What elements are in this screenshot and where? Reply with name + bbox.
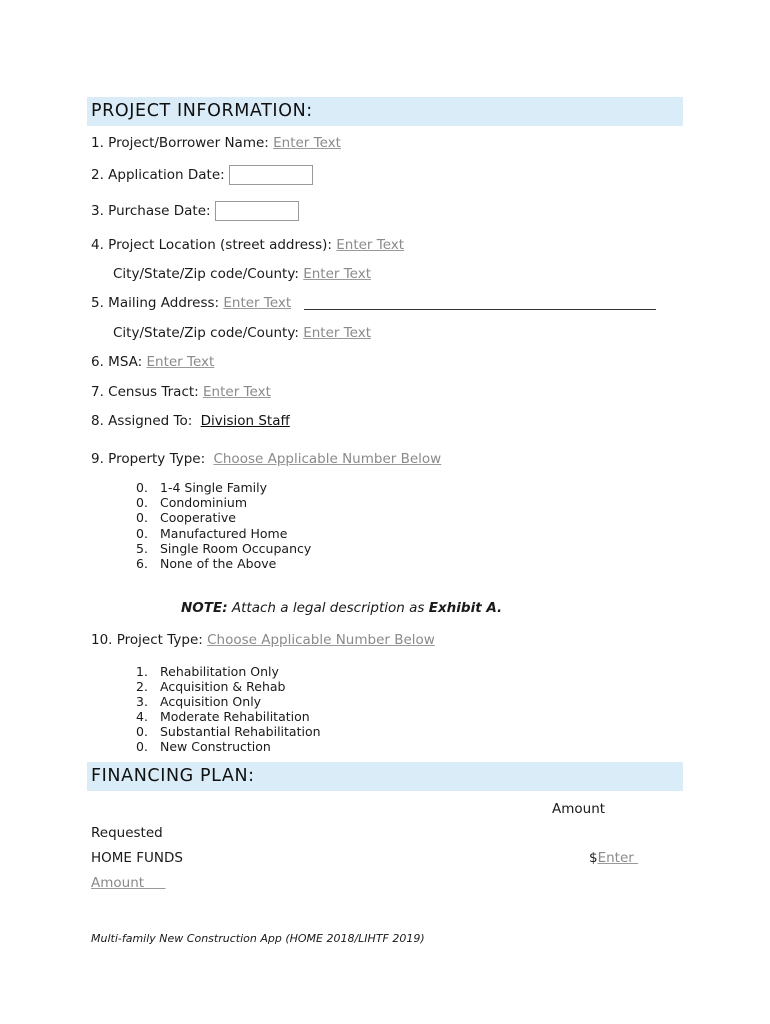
section-title: PROJECT INFORMATION: <box>91 101 313 121</box>
census-tract-row <box>91 384 271 400</box>
property-type-dropdown[interactable]: Choose Applicable Number Below <box>213 451 442 467</box>
project-name-field[interactable]: Enter Text <box>273 135 341 151</box>
home-funds-amount-continued <box>91 875 166 891</box>
msa-field[interactable]: Enter Text <box>146 354 215 370</box>
list-item: 0. Substantial Rehabilitation <box>136 724 321 740</box>
home-funds-amount-field[interactable]: Enter <box>597 850 639 866</box>
project-name-label: 1. Project/Borrower Name: <box>91 135 269 151</box>
application-date-label: 2. Application Date: <box>91 167 225 183</box>
list-item: 5. Single Room Occupancy <box>136 540 312 556</box>
mailing-address-label: 5. Mailing Address: <box>91 295 220 311</box>
mailing-address-row <box>91 295 291 311</box>
list-item: 3. Acquisition Only <box>136 694 262 710</box>
home-funds-amount-row <box>589 850 638 866</box>
mailing-address-underline <box>304 309 656 310</box>
project-name-row <box>91 135 341 151</box>
census-tract-label: 7. Census Tract: <box>91 384 199 400</box>
list-item: 0. New Construction <box>136 739 271 755</box>
project-city-field[interactable]: Enter Text <box>303 266 372 282</box>
project-type-dropdown[interactable]: Choose Applicable Number Below <box>207 632 435 648</box>
project-type-list <box>136 664 321 755</box>
list-item: 0. Cooperative <box>136 510 236 526</box>
list-item: 0. 1-4 Single Family <box>136 480 268 495</box>
list-item: 0. Manufactured Home <box>136 525 288 541</box>
list-item: 0. Condominium <box>136 495 248 511</box>
project-information-header <box>87 97 683 126</box>
home-funds-amount-field-continued[interactable]: Amount <box>91 875 166 891</box>
assigned-to-field[interactable]: Division Staff <box>200 413 290 429</box>
financing-plan-header <box>87 762 683 791</box>
list-item: 4. Moderate Rehabilitation <box>136 709 310 725</box>
assigned-to-label: 8. Assigned To: <box>91 413 193 429</box>
mailing-city-field[interactable]: Enter Text <box>303 325 372 341</box>
property-type-label: 9. Property Type: <box>91 451 206 467</box>
property-type-list <box>136 480 311 571</box>
census-tract-field[interactable]: Enter Text <box>203 384 271 400</box>
note-text: Attach a legal description as <box>231 600 425 616</box>
assigned-to-row <box>91 413 290 429</box>
amount-column-header: Amount <box>552 801 606 817</box>
currency-symbol: $ <box>589 850 598 866</box>
list-item: 1. Rehabilitation Only <box>136 664 279 679</box>
project-type-label: 10. Project Type: <box>91 632 203 648</box>
purchase-date-label: 3. Purchase Date: <box>91 203 211 219</box>
project-city-row <box>113 266 371 282</box>
property-type-row <box>91 451 441 467</box>
note-prefix: NOTE: <box>181 600 228 616</box>
purchase-date-row <box>91 201 299 221</box>
mailing-city-label: City/State/Zip code/County: <box>113 325 299 341</box>
msa-row <box>91 354 214 370</box>
requested-label: Requested <box>91 825 163 841</box>
application-date-row <box>91 165 313 185</box>
mailing-city-row <box>113 325 371 341</box>
purchase-date-field[interactable] <box>215 201 299 221</box>
project-city-label: City/State/Zip code/County: <box>113 266 299 282</box>
project-type-row <box>91 632 435 648</box>
list-item: 6. None of the Above <box>136 556 277 572</box>
mailing-address-field[interactable]: Enter Text <box>223 295 292 311</box>
note-exhibit: Exhibit A. <box>428 600 503 616</box>
legal-description-note <box>181 600 502 616</box>
msa-label: 6. MSA: <box>91 354 143 370</box>
application-date-field[interactable] <box>229 165 313 185</box>
home-funds-label: HOME FUNDS <box>91 850 183 866</box>
section-title: FINANCING PLAN: <box>91 766 255 786</box>
project-location-row <box>91 237 404 253</box>
project-location-label: 4. Project Location (street address): <box>91 237 332 253</box>
page-footer: Multi-family New Construction App (HOME 2018/LIHTF 2019) <box>91 932 425 945</box>
list-item: 2. Acquisition & Rehab <box>136 679 286 695</box>
project-location-field[interactable]: Enter Text <box>336 237 405 253</box>
